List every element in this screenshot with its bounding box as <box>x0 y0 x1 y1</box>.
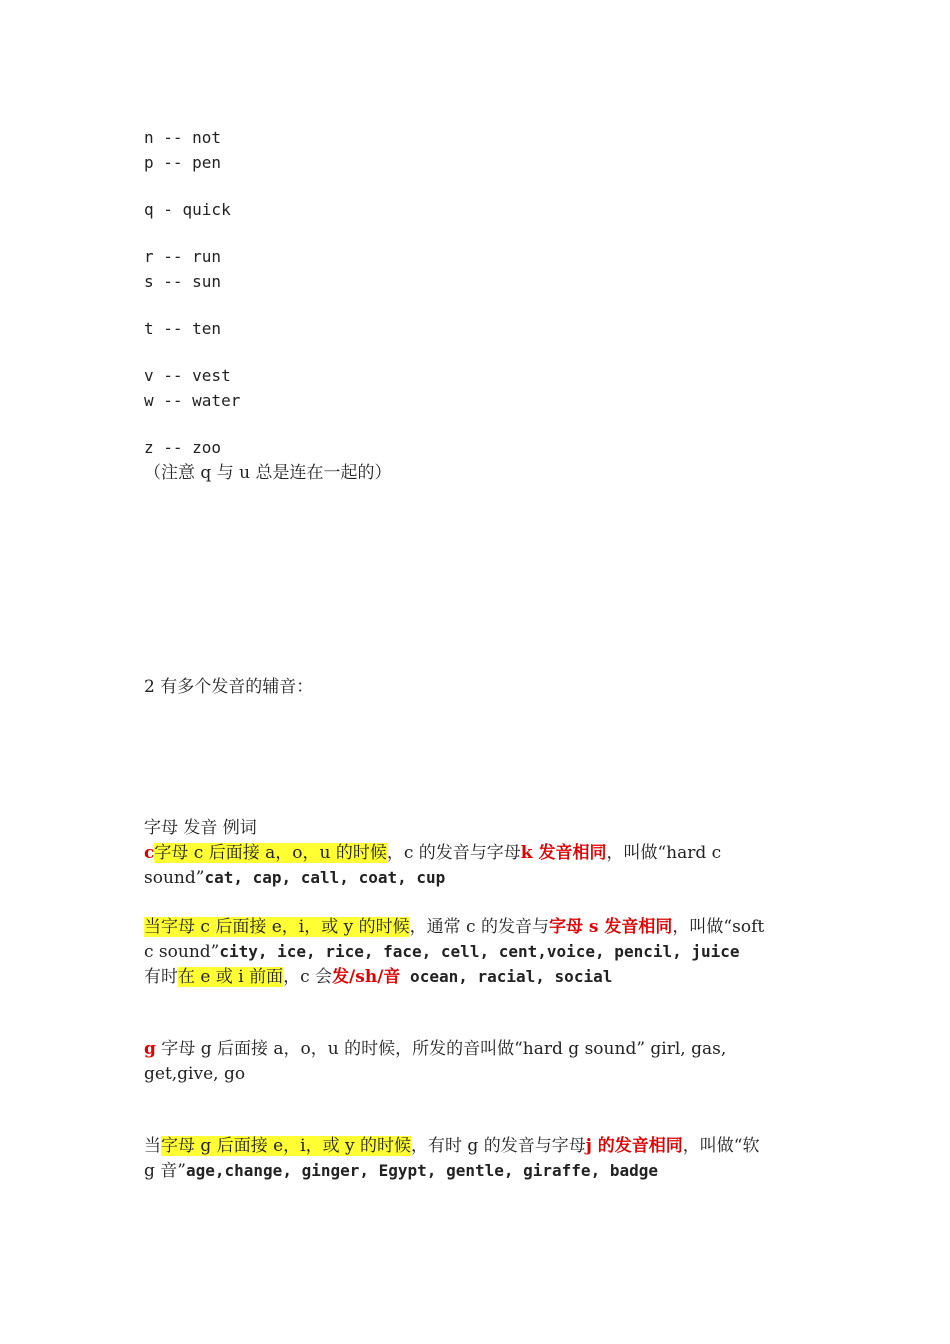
c-soft-line-2 <box>144 941 740 963</box>
c-hard-line-2 <box>144 867 445 889</box>
c-sh-line <box>144 966 612 988</box>
g-soft-label: ，叫做“软 <box>682 1136 760 1156</box>
c-hard-sound: k 发音相同 <box>520 843 607 863</box>
letter-line-s: s -- sun <box>144 272 222 291</box>
c-soft-line-1 <box>144 916 764 938</box>
letter-line-v: v -- vest <box>144 366 231 385</box>
c-sh-text: 有时 <box>144 967 178 987</box>
c-soft-examples: city, ice, rice, face, cell, cent,voice, pencil, juice <box>219 942 740 961</box>
g-hard-line-1 <box>144 1038 726 1060</box>
g-hard-text: 字母 g 后面接 a，o，u 的时候，所发的音叫做“hard g sound” girl, gas, <box>155 1039 727 1059</box>
note-text: （注意 q 与 u 总是连在一起的） <box>144 463 392 483</box>
g-soft-line-2 <box>144 1160 658 1182</box>
section-heading: 2 有多个发音的辅音： <box>144 677 314 697</box>
g-hard-line-2 <box>144 1063 245 1085</box>
c-letter: c <box>144 843 155 863</box>
g-soft-text-2: ，有时 g 的发音与字母 <box>411 1136 586 1156</box>
c-soft-label-end: c sound” <box>144 942 220 962</box>
c-hard-highlight: 字母 c 后面接 a，o，u 的时候 <box>154 843 387 863</box>
g-hard-examples: get,give, go <box>144 1064 246 1084</box>
g-soft-label-end: g 音” <box>144 1161 186 1181</box>
c-sh-examples: ocean, racial, social <box>400 967 613 986</box>
g-soft-highlight: 字母 g 后面接 e，i，或 y 的时候 <box>161 1136 412 1156</box>
table-header: 字母 发音 例词 <box>144 818 257 838</box>
c-sh-highlight: 在 e 或 i 前面 <box>178 967 284 987</box>
letter-line-r: r -- run <box>144 247 222 266</box>
letter-line-w: w -- water <box>144 391 241 410</box>
c-hard-examples: cat, cap, call, coat, cup <box>204 868 446 887</box>
c-soft-text: ，通常 c 的发音与 <box>409 917 549 937</box>
letter-line-p: p -- pen <box>144 153 222 172</box>
letter-line-n: n -- not <box>144 128 222 147</box>
c-hard-label: ，叫做“hard c <box>606 843 722 863</box>
c-soft-highlight: 当字母 c 后面接 e，i，或 y 的时候 <box>144 917 410 937</box>
g-soft-sound: j 的发音相同 <box>585 1136 683 1156</box>
g-letter: g <box>144 1039 156 1059</box>
g-soft-examples: age,change, ginger, Egypt, gentle, giraffe, badge <box>185 1161 658 1180</box>
c-hard-line-1 <box>144 842 721 864</box>
letter-line-t: t -- ten <box>144 319 222 338</box>
c-hard-text: ，c 的发音与字母 <box>386 843 521 863</box>
g-soft-line-1 <box>144 1135 760 1157</box>
c-sh-text-2: ，c 会 <box>283 967 333 987</box>
letter-line-q: q - quick <box>144 200 231 219</box>
g-soft-text: 当 <box>144 1136 161 1156</box>
letter-line-z: z -- zoo <box>144 438 222 457</box>
c-soft-sound: 字母 s 发音相同 <box>549 917 673 937</box>
c-hard-label-end: sound” <box>144 868 205 888</box>
c-sh-sound: 发/sh/音 <box>332 967 401 987</box>
c-soft-label: ，叫做“soft <box>672 917 765 937</box>
